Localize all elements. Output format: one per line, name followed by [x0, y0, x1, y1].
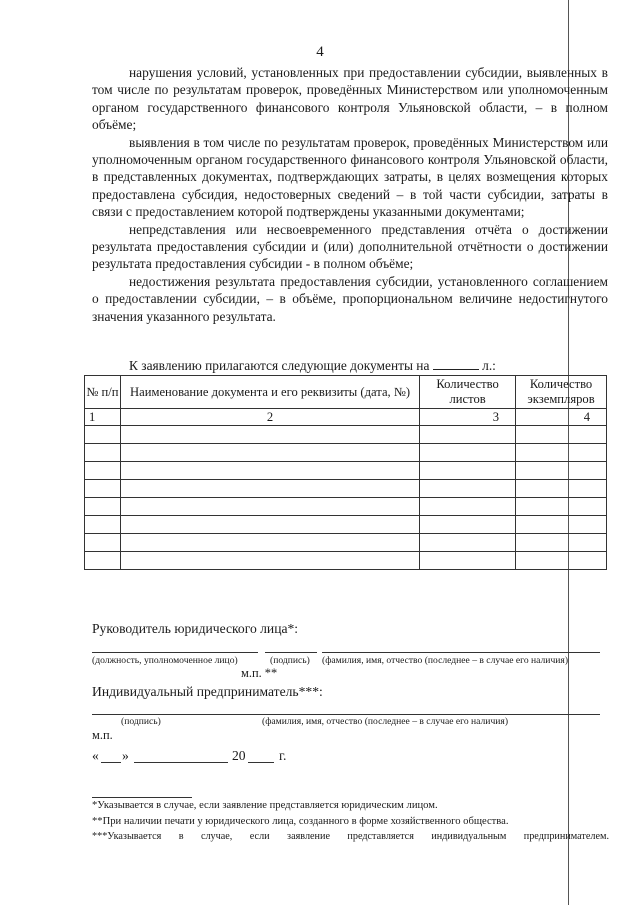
- table-cell[interactable]: [85, 552, 121, 570]
- paragraph-violation: нарушения условий, установленных при предоставлении субсидии, выявленных в том числе по результатам проверок, проведённых Министерством или уполномоченным органом государственного финансового контроля Ульяновской области, – в полном объёме;: [92, 65, 608, 133]
- table-row[interactable]: [85, 534, 607, 552]
- header-sheets: Количество листов: [420, 376, 516, 409]
- date-close-quote: »: [122, 748, 129, 763]
- column-number: 2: [120, 409, 419, 426]
- caption-name: (фамилия, имя, отчество (последнее – в случае его наличия): [322, 655, 569, 666]
- ip-caption-signature: (подпись): [121, 716, 161, 727]
- ip-signature-line[interactable]: [92, 714, 600, 715]
- attachments-intro-text: К заявлению прилагаются следующие документы на: [129, 358, 430, 373]
- table-cell[interactable]: [420, 444, 516, 462]
- table-cell[interactable]: [420, 534, 516, 552]
- column-number: 3: [420, 409, 516, 426]
- table-cell[interactable]: [516, 552, 607, 570]
- table-cell[interactable]: [516, 426, 607, 444]
- table-cell[interactable]: [516, 516, 607, 534]
- table-row[interactable]: [85, 480, 607, 498]
- table-cell[interactable]: [120, 534, 419, 552]
- paragraph-result: недостижения результата предоставления субсидии, установленного соглашением о предоставлении субсидии, – в объёме, пропорциональном величине недостигнутого значения указанного результата.: [92, 273, 608, 324]
- table-cell[interactable]: [85, 444, 121, 462]
- table-cell[interactable]: [120, 552, 419, 570]
- legal-head-title: Руководитель юридического лица*:: [92, 621, 299, 636]
- table-cell[interactable]: [420, 498, 516, 516]
- footnote-divider: [92, 797, 192, 798]
- ip-caption-name: (фамилия, имя, отчество (последнее – в случае его наличия): [262, 716, 509, 727]
- table-row[interactable]: [85, 552, 607, 570]
- table-row[interactable]: [85, 498, 607, 516]
- table-cell[interactable]: [420, 462, 516, 480]
- table-row[interactable]: [85, 462, 607, 480]
- column-number: 4: [516, 409, 607, 426]
- table-cell[interactable]: [85, 426, 121, 444]
- attachments-intro-suffix: л.:: [482, 358, 496, 373]
- header-num: № п/п: [85, 376, 121, 409]
- ip-title: Индивидуальный предприниматель***:: [92, 684, 323, 699]
- table-cell[interactable]: [516, 534, 607, 552]
- caption-signature: (подпись): [270, 655, 310, 666]
- table-header-row: [85, 376, 607, 409]
- stamp-place-ip: м.п.: [92, 728, 113, 742]
- table-cell[interactable]: [420, 516, 516, 534]
- header-copies: Количество экземпляров: [516, 376, 607, 409]
- table-cell[interactable]: [85, 498, 121, 516]
- table-cell[interactable]: [120, 516, 419, 534]
- sheets-count-blank[interactable]: [433, 358, 479, 370]
- caption-position: (должность, уполномоченное лицо): [92, 655, 238, 666]
- table-cell[interactable]: [85, 480, 121, 498]
- day-blank[interactable]: [101, 762, 121, 763]
- paragraph-false-info: выявления в том числе по результатам проверок, проведённых Министерством или уполномоченным органом государственного финансового контроля Ульяновской области, в представленных документах, подтверждающих затраты, в целях возмещения которых предоставлена субсидия, недостоверных сведений – в той части субсидии, затраты в связи с предоставлением которой подтверждены указанными документами;: [92, 134, 608, 220]
- table-row[interactable]: [85, 516, 607, 534]
- year-suffix: г.: [279, 748, 287, 763]
- paragraph-report: непредставления или несвоевременного представления отчёта о достижении результата предоставления субсидии и (или) дополнительной отчётности о достижении результата предоставления субсидии - в полном объёме;: [92, 221, 608, 272]
- table-cell[interactable]: [85, 462, 121, 480]
- table-cell[interactable]: [85, 534, 121, 552]
- table-cell[interactable]: [420, 552, 516, 570]
- table-cell[interactable]: [516, 480, 607, 498]
- year-blank[interactable]: [248, 762, 274, 763]
- documents-table: [84, 375, 607, 570]
- position-line[interactable]: [92, 652, 258, 653]
- column-number: 1: [85, 409, 121, 426]
- table-cell[interactable]: [120, 480, 419, 498]
- table-cell[interactable]: [516, 498, 607, 516]
- header-name: Наименование документа и его реквизиты (дата, №): [120, 376, 419, 409]
- table-cell[interactable]: [120, 426, 419, 444]
- table-row[interactable]: [85, 444, 607, 462]
- table-cell[interactable]: [516, 444, 607, 462]
- table-column-numbers-row: [85, 409, 607, 426]
- table-cell[interactable]: [420, 426, 516, 444]
- table-row[interactable]: [85, 426, 607, 444]
- footnote-stamp: **При наличии печати у юридического лица, созданного в форме хозяйственного общества.: [92, 816, 509, 827]
- footnote-ip: ***Указывается в случае, если заявление представляется индивидуальным предпринимателем.: [92, 831, 609, 842]
- table-cell[interactable]: [120, 444, 419, 462]
- signature-line[interactable]: [265, 652, 317, 653]
- date-open-quote: «: [92, 748, 99, 763]
- stamp-place-legal: м.п. **: [241, 666, 278, 680]
- footnote-legal: *Указывается в случае, если заявление представляется юридическим лицом.: [92, 800, 438, 811]
- table-cell[interactable]: [516, 462, 607, 480]
- attachments-intro: [129, 358, 496, 374]
- page-number: 4: [316, 44, 324, 60]
- document-body: [92, 64, 608, 325]
- table-cell[interactable]: [85, 516, 121, 534]
- name-line[interactable]: [322, 652, 600, 653]
- year-prefix: 20: [232, 748, 246, 763]
- month-blank[interactable]: [134, 762, 228, 763]
- table-cell[interactable]: [120, 498, 419, 516]
- table-cell[interactable]: [120, 462, 419, 480]
- table-cell[interactable]: [420, 480, 516, 498]
